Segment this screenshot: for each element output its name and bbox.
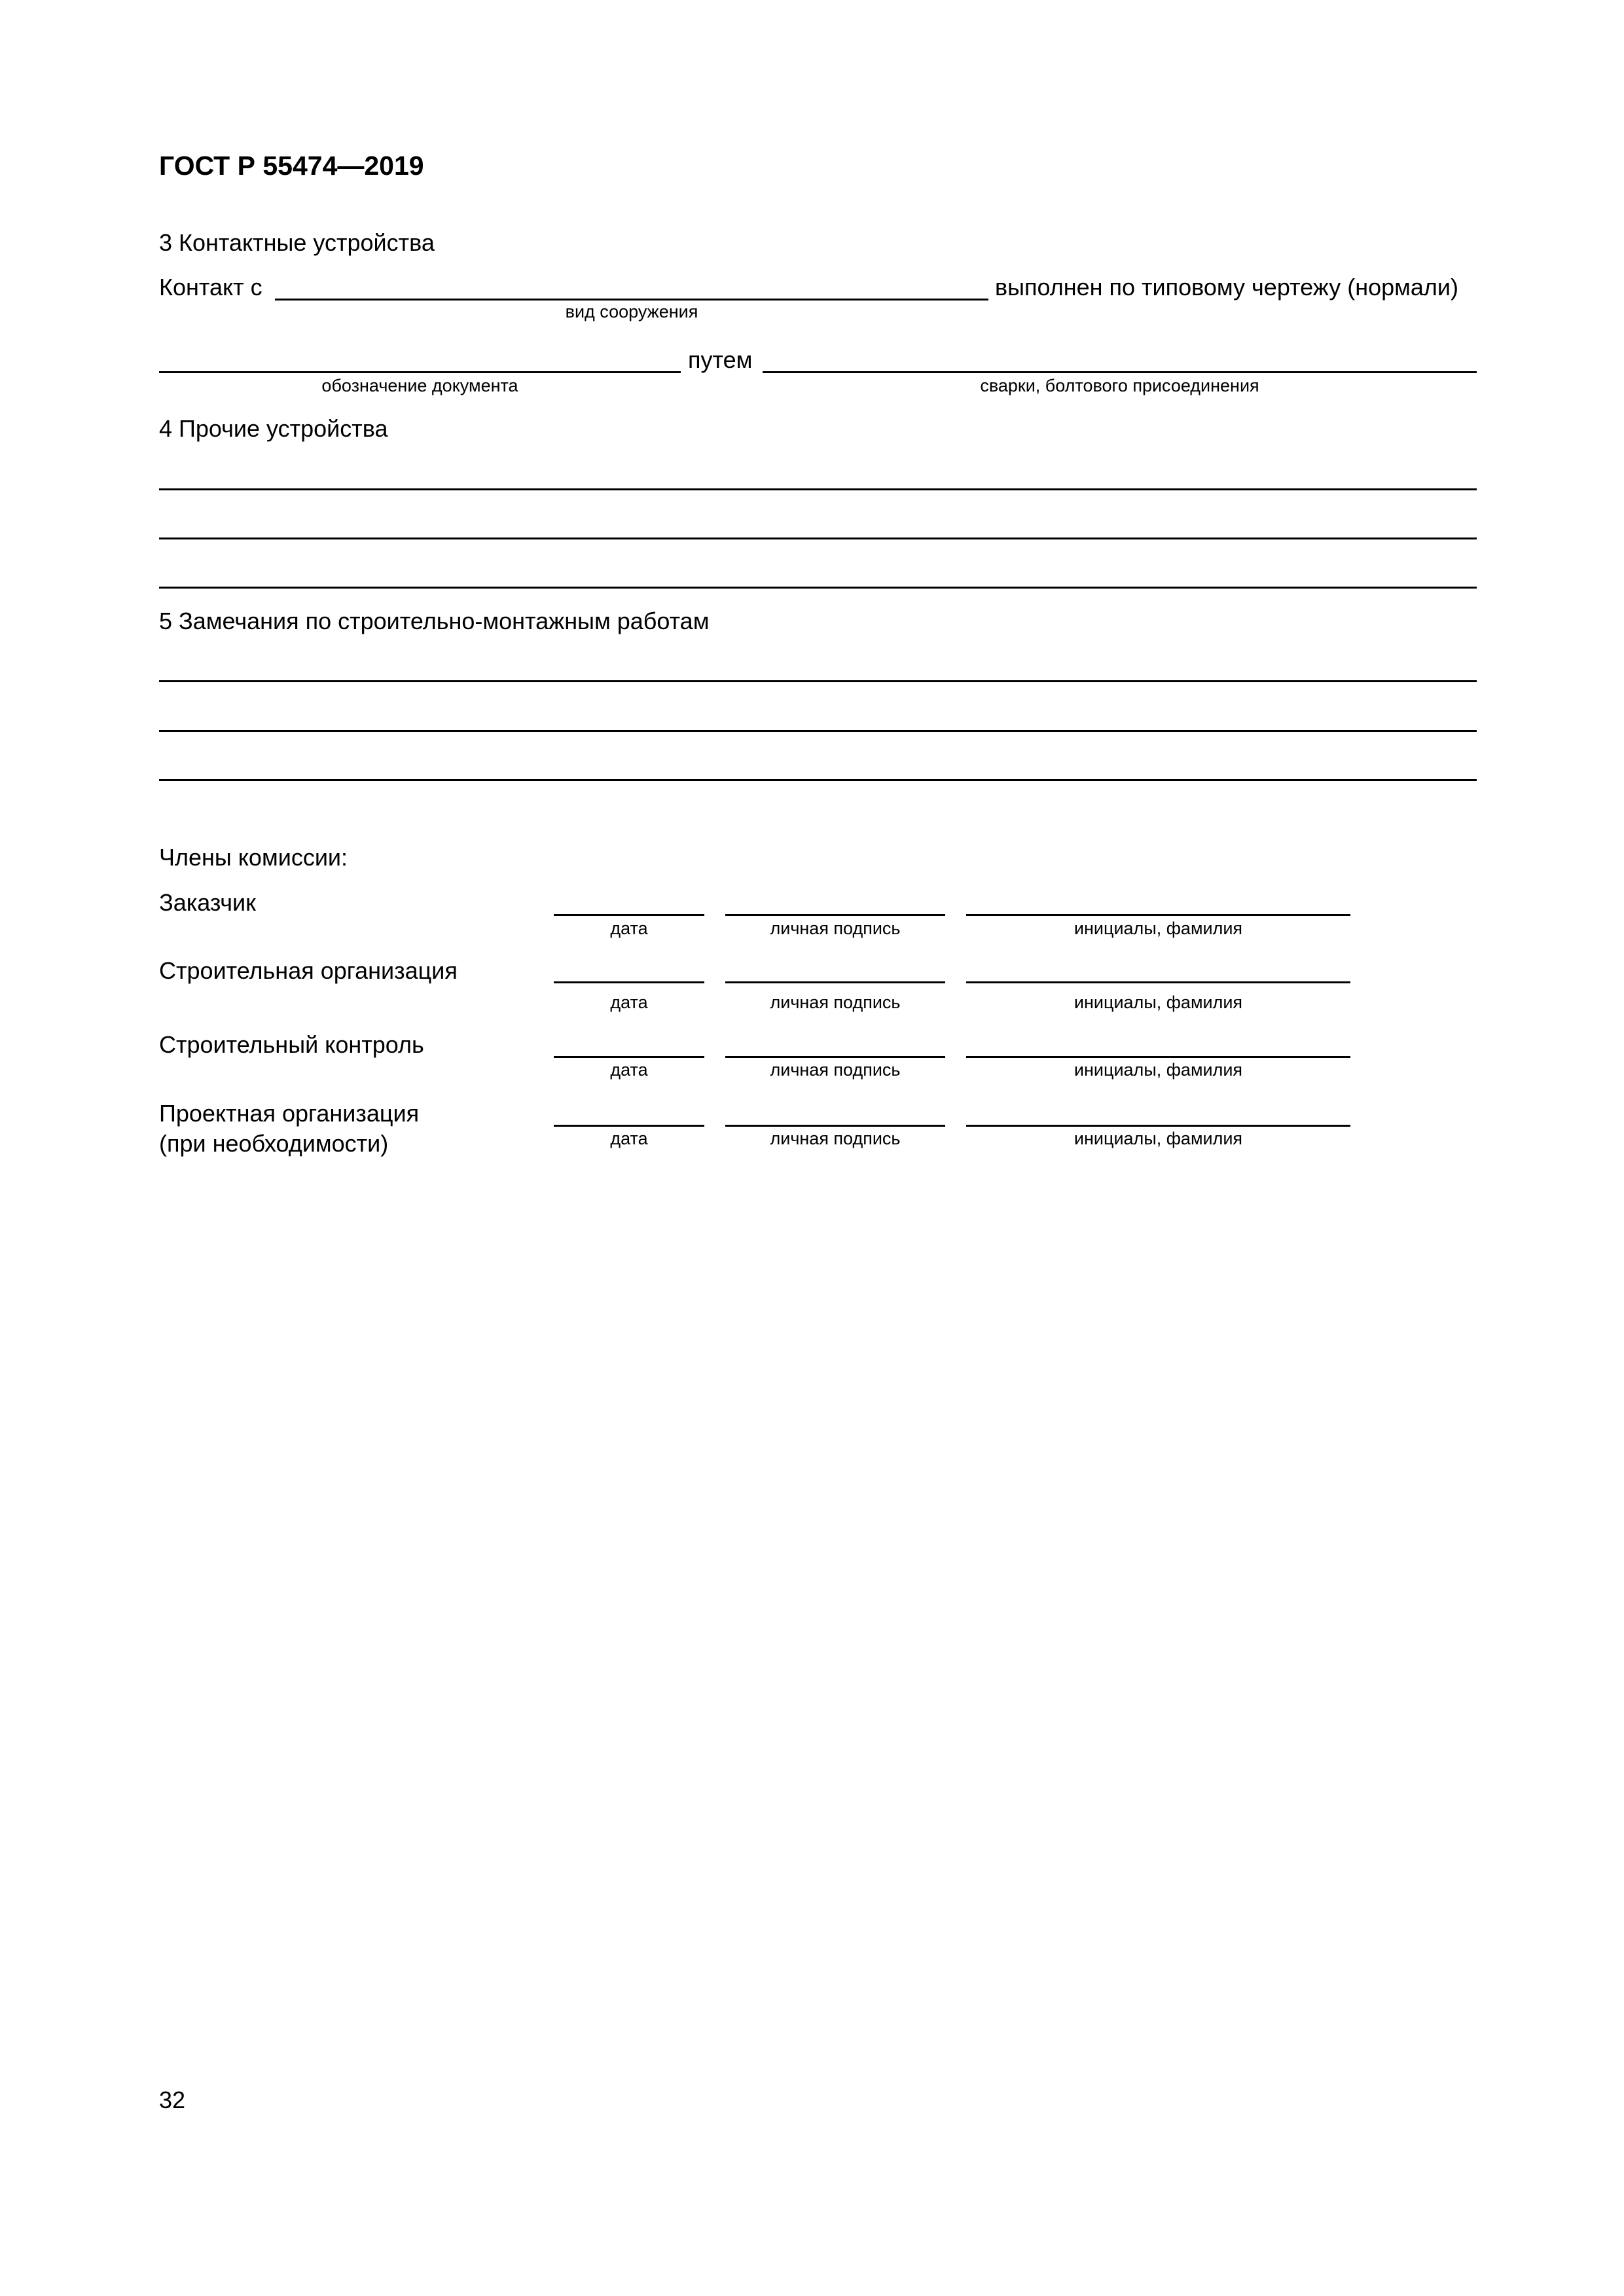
other-devices-line-2[interactable] xyxy=(159,538,1477,539)
date-caption: дата xyxy=(610,1060,648,1080)
signature-field[interactable] xyxy=(725,1125,945,1127)
commission-title: Члены комиссии: xyxy=(159,844,348,871)
document-designation-caption: обозначение документа xyxy=(321,376,518,395)
name-caption: инициалы, фамилия xyxy=(1074,1060,1243,1080)
member-role: Строительный контроль xyxy=(159,1031,424,1058)
signature-field[interactable] xyxy=(725,981,945,983)
name-caption: инициалы, фамилия xyxy=(1074,919,1243,938)
signature-caption: личная подпись xyxy=(770,1129,901,1148)
contact-suffix-label: выполнен по типовому чертежу (нормали) xyxy=(995,274,1459,301)
date-field[interactable] xyxy=(554,914,704,916)
name-field[interactable] xyxy=(966,1125,1350,1127)
signature-field[interactable] xyxy=(725,914,945,916)
name-field[interactable] xyxy=(966,914,1350,916)
section-4-title: 4 Прочие устройства xyxy=(159,415,388,442)
signature-caption: личная подпись xyxy=(770,919,901,938)
method-connector-label: путем xyxy=(688,346,753,373)
date-field[interactable] xyxy=(554,1056,704,1058)
section-3-title: 3 Контактные устройства xyxy=(159,229,435,256)
member-role: Проектная организация xyxy=(159,1100,420,1127)
signature-caption: личная подпись xyxy=(770,1060,901,1080)
name-field[interactable] xyxy=(966,1056,1350,1058)
contact-prefix-label: Контакт с xyxy=(159,274,262,301)
member-role: Строительная организация xyxy=(159,957,458,984)
signature-caption: личная подпись xyxy=(770,993,901,1012)
structure-type-field[interactable] xyxy=(275,299,988,301)
structure-type-caption: вид сооружения xyxy=(565,302,698,321)
name-caption: инициалы, фамилия xyxy=(1074,993,1243,1012)
date-field[interactable] xyxy=(554,981,704,983)
date-field[interactable] xyxy=(554,1125,704,1127)
signature-field[interactable] xyxy=(725,1056,945,1058)
document-number: ГОСТ Р 55474—2019 xyxy=(159,151,424,181)
remarks-line-3[interactable] xyxy=(159,779,1477,781)
date-caption: дата xyxy=(610,919,648,938)
connection-method-field[interactable] xyxy=(763,371,1477,373)
remarks-line-1[interactable] xyxy=(159,680,1477,682)
name-field[interactable] xyxy=(966,981,1350,983)
remarks-line-2[interactable] xyxy=(159,730,1477,732)
page-number: 32 xyxy=(159,2086,186,2113)
member-role-note: (при необходимости) xyxy=(159,1130,389,1157)
member-role: Заказчик xyxy=(159,889,256,916)
document-designation-field[interactable] xyxy=(159,371,681,373)
name-caption: инициалы, фамилия xyxy=(1074,1129,1243,1148)
section-5-title: 5 Замечания по строительно-монтажным работам xyxy=(159,608,710,634)
connection-method-caption: сварки, болтового присоединения xyxy=(980,376,1259,395)
date-caption: дата xyxy=(610,993,648,1012)
date-caption: дата xyxy=(610,1129,648,1148)
other-devices-line-3[interactable] xyxy=(159,587,1477,589)
other-devices-line-1[interactable] xyxy=(159,488,1477,490)
